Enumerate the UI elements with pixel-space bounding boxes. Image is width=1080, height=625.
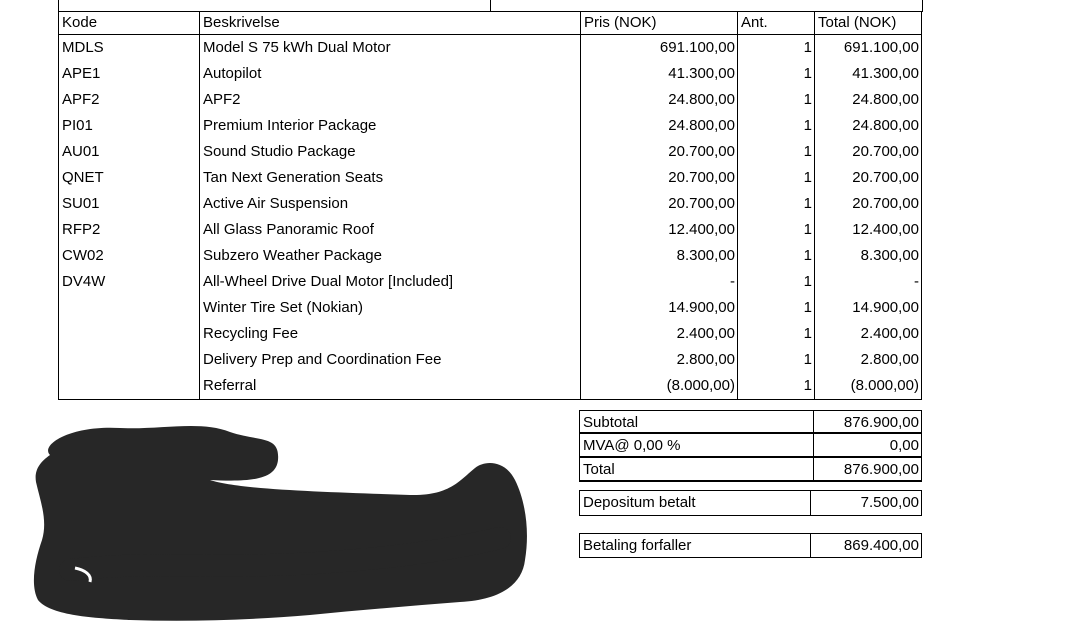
cell-total: 691.100,00: [815, 35, 922, 62]
cell-qty: 1: [738, 87, 815, 113]
table-row: [59, 165, 922, 191]
deposit-row: [579, 490, 922, 516]
cell-total: 20.700,00: [815, 139, 922, 165]
cell-code: [59, 347, 200, 373]
cell-total: 8.300,00: [815, 243, 922, 269]
table-row: [59, 113, 922, 139]
cell-qty: 1: [738, 139, 815, 165]
cell-description: All Glass Panoramic Roof: [200, 217, 581, 243]
table-row: [59, 321, 922, 347]
cell-total: 24.800,00: [815, 113, 922, 139]
cell-description: Active Air Suspension: [200, 191, 581, 217]
table-row: [59, 373, 922, 400]
subtotal-value: 876.900,00: [843, 414, 919, 431]
cell-description: All-Wheel Drive Dual Motor [Included]: [200, 269, 581, 295]
cell-code: PI01: [59, 113, 200, 139]
cell-code: RFP2: [59, 217, 200, 243]
cell-total: 2.400,00: [815, 321, 922, 347]
deposit-value: 7.500,00: [860, 494, 919, 511]
cell-description: Delivery Prep and Coordination Fee: [200, 347, 581, 373]
cell-description: Recycling Fee: [200, 321, 581, 347]
cell-total: 20.700,00: [815, 165, 922, 191]
totals-block: [579, 410, 922, 482]
header-qty: Ant.: [738, 12, 815, 35]
cell-total: 24.800,00: [815, 87, 922, 113]
table-row: [59, 243, 922, 269]
line-items-table: [58, 11, 922, 400]
cell-description: Premium Interior Package: [200, 113, 581, 139]
cell-price: 2.400,00: [581, 321, 738, 347]
table-row: [59, 35, 922, 62]
cell-price: 2.800,00: [581, 347, 738, 373]
cell-qty: 1: [738, 295, 815, 321]
cell-total: 20.700,00: [815, 191, 922, 217]
cell-price: (8.000,00): [581, 373, 738, 400]
header-code: Kode: [59, 12, 200, 35]
cell-description: Autopilot: [200, 61, 581, 87]
cell-total: 12.400,00: [815, 217, 922, 243]
cell-price: 8.300,00: [581, 243, 738, 269]
cell-qty: 1: [738, 347, 815, 373]
cell-qty: 1: [738, 217, 815, 243]
cropped-row-divider: [490, 0, 491, 11]
cell-description: Model S 75 kWh Dual Motor: [200, 35, 581, 62]
total-label: Total: [580, 458, 814, 480]
cell-price: 24.800,00: [581, 87, 738, 113]
total-value: 876.900,00: [843, 461, 919, 478]
table-row: [59, 191, 922, 217]
subtotal-label: Subtotal: [580, 411, 814, 432]
cell-price: 691.100,00: [581, 35, 738, 62]
cell-code: SU01: [59, 191, 200, 217]
cell-description: Referral: [200, 373, 581, 400]
cell-description: Winter Tire Set (Nokian): [200, 295, 581, 321]
cell-qty: 1: [738, 321, 815, 347]
cell-price: 24.800,00: [581, 113, 738, 139]
cell-qty: 1: [738, 35, 815, 62]
cell-code: CW02: [59, 243, 200, 269]
header-description: Beskrivelse: [200, 12, 581, 35]
vat-value: 0,00: [889, 437, 919, 454]
table-header-row: [59, 12, 922, 35]
cell-code: [59, 321, 200, 347]
vat-row: [579, 434, 922, 458]
cell-total: (8.000,00): [815, 373, 922, 400]
table-row: [59, 139, 922, 165]
cell-price: 41.300,00: [581, 61, 738, 87]
cell-qty: 1: [738, 269, 815, 295]
cell-qty: 1: [738, 243, 815, 269]
payment-due-label: Betaling forfaller: [580, 534, 811, 557]
cell-price: 20.700,00: [581, 139, 738, 165]
payment-due-value: 869.400,00: [843, 537, 919, 554]
table-row: [59, 217, 922, 243]
deposit-label: Depositum betalt: [580, 491, 811, 515]
payment-due-row: [579, 533, 922, 558]
header-total: Total (NOK): [815, 12, 922, 35]
cell-total: 14.900,00: [815, 295, 922, 321]
cell-description: Sound Studio Package: [200, 139, 581, 165]
cell-total: 41.300,00: [815, 61, 922, 87]
cell-total: -: [815, 269, 922, 295]
cell-qty: 1: [738, 373, 815, 400]
cell-price: 20.700,00: [581, 191, 738, 217]
total-row: [579, 458, 922, 482]
table-row: [59, 61, 922, 87]
cell-qty: 1: [738, 191, 815, 217]
cell-description: Subzero Weather Package: [200, 243, 581, 269]
cell-price: 20.700,00: [581, 165, 738, 191]
cell-code: [59, 373, 200, 400]
cell-code: MDLS: [59, 35, 200, 62]
cell-code: AU01: [59, 139, 200, 165]
cell-code: DV4W: [59, 269, 200, 295]
redaction-scribble: [30, 420, 540, 625]
cell-qty: 1: [738, 113, 815, 139]
cell-code: APF2: [59, 87, 200, 113]
cell-code: [59, 295, 200, 321]
cell-code: QNET: [59, 165, 200, 191]
cell-price: 14.900,00: [581, 295, 738, 321]
cell-price: -: [581, 269, 738, 295]
cell-total: 2.800,00: [815, 347, 922, 373]
table-row: [59, 87, 922, 113]
cell-qty: 1: [738, 61, 815, 87]
cell-description: Tan Next Generation Seats: [200, 165, 581, 191]
table-row: [59, 269, 922, 295]
redaction-mark: [34, 426, 527, 621]
cell-qty: 1: [738, 165, 815, 191]
header-price: Pris (NOK): [581, 12, 738, 35]
table-row: [59, 295, 922, 321]
vat-label: MVA@ 0,00 %: [580, 434, 814, 456]
table-row: [59, 347, 922, 373]
subtotal-row: [579, 410, 922, 434]
cell-description: APF2: [200, 87, 581, 113]
cell-code: APE1: [59, 61, 200, 87]
cell-price: 12.400,00: [581, 217, 738, 243]
